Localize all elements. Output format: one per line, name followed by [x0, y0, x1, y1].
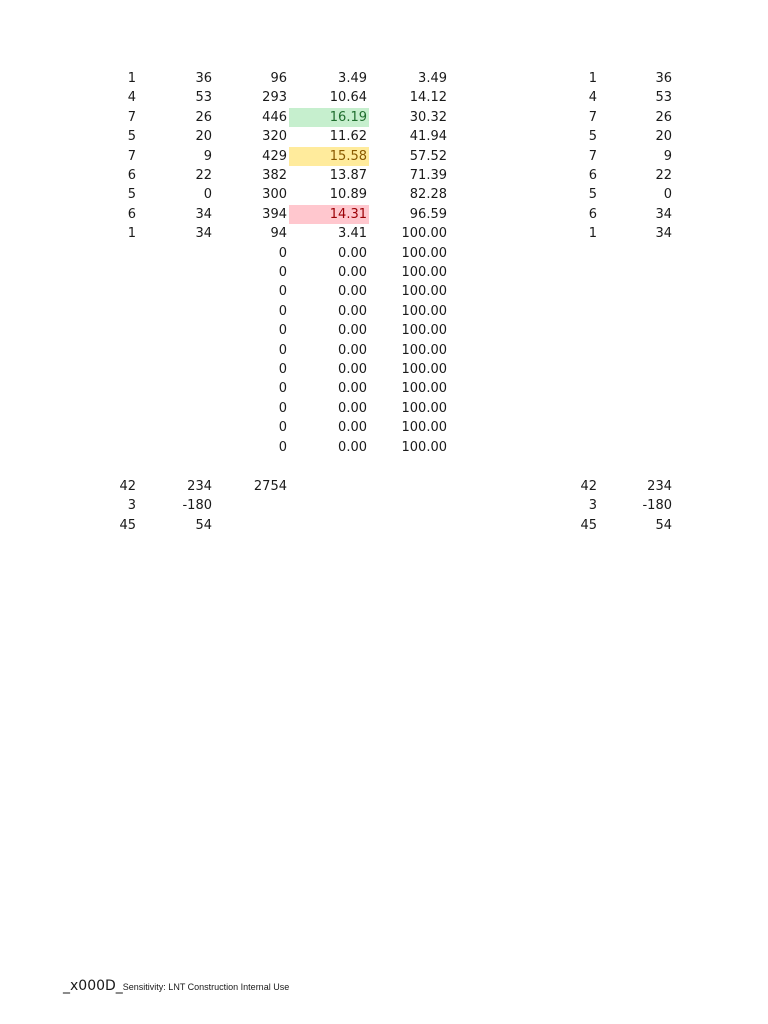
- cell-c: 0: [278, 420, 287, 436]
- cell-c: 0: [278, 342, 287, 358]
- cell-a: 1: [127, 71, 136, 86]
- cell-c: 94: [270, 226, 287, 242]
- cell-d: 10.64: [329, 90, 367, 106]
- footer: [63, 978, 289, 994]
- cell-a: 6: [127, 168, 136, 183]
- cell-c: 0: [278, 439, 287, 455]
- table-row: [0, 166, 768, 185]
- table-row: [0, 321, 768, 340]
- cell-c: 0: [278, 284, 287, 300]
- table-row: [0, 205, 768, 224]
- cell-d: 0.00: [338, 420, 367, 436]
- cell-d: 0.00: [338, 439, 367, 455]
- cell-d: 0.00: [338, 284, 367, 300]
- cell-e: 100.00: [401, 439, 447, 455]
- cell-e: 100.00: [401, 420, 447, 436]
- cell-c: 0: [278, 245, 287, 261]
- cell-f: 7: [588, 148, 597, 164]
- cell-a: 6: [127, 206, 136, 222]
- cell-d: 0.00: [338, 400, 367, 416]
- sensitivity-label: Sensitivity: LNT Construction Internal Use: [122, 982, 290, 992]
- cell-e: 100.00: [401, 284, 447, 300]
- cell-g: 54: [655, 517, 672, 533]
- table-row: [0, 108, 768, 127]
- cell-g: 34: [655, 206, 672, 222]
- table-row: [0, 263, 768, 282]
- table-row: [0, 69, 768, 88]
- table-row: [0, 360, 768, 379]
- cell-f: 5: [588, 129, 597, 145]
- cell-e: 41.94: [409, 129, 447, 145]
- cell-c: 0: [278, 381, 287, 397]
- cell-f: 3: [588, 498, 597, 514]
- cell-b: 9: [203, 148, 212, 164]
- cell-d: 14.31: [289, 205, 369, 224]
- cell-b: 54: [195, 517, 212, 533]
- cell-e: 82.28: [409, 187, 447, 203]
- cell-e: 71.39: [409, 168, 447, 183]
- cell-d: 3.49: [338, 71, 367, 86]
- cell-c: 446: [262, 109, 287, 125]
- cell-c: 300: [262, 187, 287, 203]
- cell-c: 429: [262, 148, 287, 164]
- table-row: [0, 341, 768, 360]
- cell-b: 36: [195, 71, 212, 86]
- cell-d: 11.62: [329, 129, 367, 145]
- table-row: [0, 88, 768, 107]
- cell-d: 0.00: [338, 245, 367, 261]
- cell-c: 0: [278, 303, 287, 319]
- cell-g: 34: [655, 226, 672, 242]
- cell-a: 7: [127, 148, 136, 164]
- summary-row: [0, 477, 768, 496]
- cell-d: 15.58: [289, 147, 369, 166]
- cell-d: 0.00: [338, 303, 367, 319]
- cell-b: -180: [182, 498, 212, 514]
- cell-g: 53: [655, 90, 672, 106]
- table-row: [0, 399, 768, 418]
- table-row: [0, 282, 768, 301]
- cell-f: 5: [588, 187, 597, 203]
- cell-a: 45: [119, 517, 136, 533]
- cell-e: 100.00: [401, 342, 447, 358]
- cell-d: 0.00: [338, 362, 367, 377]
- cell-e: 100.00: [401, 381, 447, 397]
- cell-f: 7: [588, 109, 597, 125]
- cell-g: 0: [663, 187, 672, 203]
- table-row: [0, 302, 768, 321]
- cell-e: 100.00: [401, 303, 447, 319]
- cell-f: 1: [588, 226, 597, 242]
- cell-a: 7: [127, 109, 136, 125]
- cell-a: 42: [119, 479, 136, 494]
- cell-c: 293: [262, 90, 287, 106]
- cell-e: 100.00: [401, 323, 447, 339]
- cell-f: 4: [588, 90, 597, 106]
- cell-b: 34: [195, 206, 212, 222]
- cell-g: 9: [663, 148, 672, 164]
- cell-c: 394: [262, 206, 287, 222]
- cell-c: 96: [270, 71, 287, 86]
- table-row: [0, 244, 768, 263]
- cell-e: 30.32: [409, 109, 447, 125]
- cell-d: 16.19: [289, 108, 369, 127]
- cell-b: 26: [195, 109, 212, 125]
- cell-d: 0.00: [338, 381, 367, 397]
- cell-c: 382: [262, 168, 287, 183]
- cell-e: 100.00: [401, 226, 447, 242]
- table-row: [0, 224, 768, 243]
- cell-e: 3.49: [418, 71, 447, 86]
- cell-b: 20: [195, 129, 212, 145]
- cell-g: 26: [655, 109, 672, 125]
- cell-f: 45: [580, 517, 597, 533]
- cell-g: 22: [655, 168, 672, 183]
- table-row: [0, 185, 768, 204]
- cell-e: 57.52: [409, 148, 447, 164]
- cell-a: 1: [127, 226, 136, 242]
- cell-d: 0.00: [338, 323, 367, 339]
- cell-b: 0: [203, 187, 212, 203]
- cell-b: 34: [195, 226, 212, 242]
- cell-a: 4: [127, 90, 136, 106]
- cell-c: 320: [262, 129, 287, 145]
- cell-d: 0.00: [338, 342, 367, 358]
- cell-f: 6: [588, 206, 597, 222]
- cell-a: 3: [127, 498, 136, 514]
- cell-b: 53: [195, 90, 212, 106]
- cell-e: 100.00: [401, 265, 447, 280]
- cell-g: 234: [647, 479, 672, 494]
- cell-g: 20: [655, 129, 672, 145]
- cell-c: 0: [278, 400, 287, 416]
- cell-e: 14.12: [409, 90, 447, 106]
- table-row: [0, 147, 768, 166]
- footer-code: _x000D_: [63, 978, 123, 994]
- table-row: [0, 379, 768, 398]
- cell-e: 100.00: [401, 400, 447, 416]
- table-row: [0, 127, 768, 146]
- cell-g: -180: [642, 498, 672, 514]
- cell-e: 100.00: [401, 245, 447, 261]
- table-row: [0, 438, 768, 457]
- cell-c: 0: [278, 323, 287, 339]
- summary-row: [0, 496, 768, 515]
- cell-b: 234: [187, 479, 212, 494]
- summary-row: [0, 516, 768, 535]
- cell-c: 0: [278, 265, 287, 280]
- cell-d: 13.87: [329, 168, 367, 183]
- cell-g: 36: [655, 71, 672, 86]
- cell-d: 0.00: [338, 265, 367, 280]
- cell-c: 0: [278, 362, 287, 377]
- cell-e: 100.00: [401, 362, 447, 377]
- table-row: [0, 418, 768, 437]
- cell-c: 2754: [253, 479, 287, 494]
- cell-f: 1: [588, 71, 597, 86]
- cell-b: 22: [195, 168, 212, 183]
- cell-a: 5: [127, 187, 136, 203]
- cell-a: 5: [127, 129, 136, 145]
- cell-e: 96.59: [409, 206, 447, 222]
- cell-d: 10.89: [329, 187, 367, 203]
- cell-d: 3.41: [338, 226, 367, 242]
- cell-f: 6: [588, 168, 597, 183]
- cell-f: 42: [580, 479, 597, 494]
